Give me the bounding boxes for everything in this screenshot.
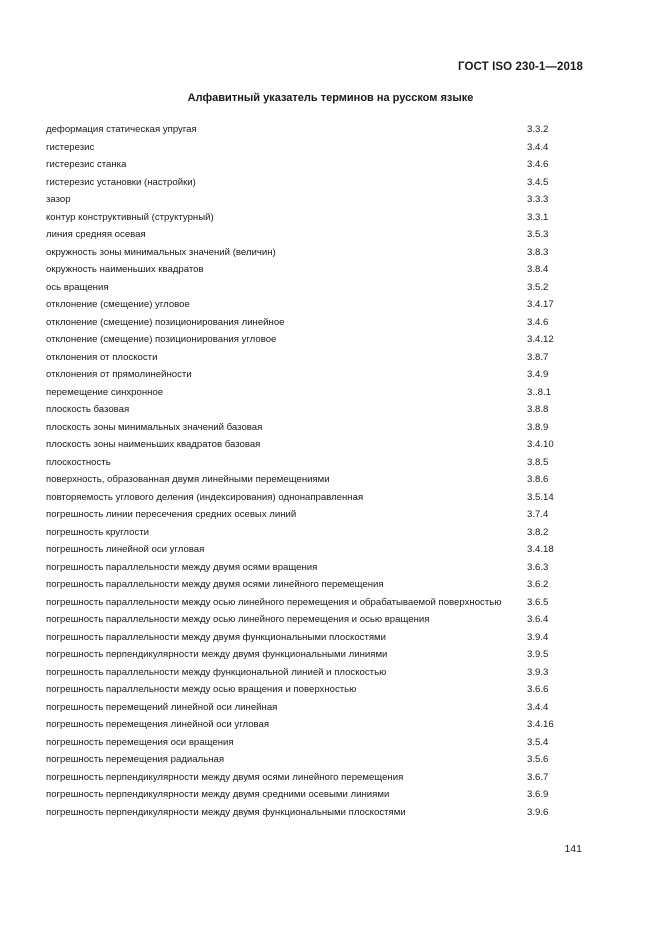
- index-reference-number: 3.8.2: [527, 526, 549, 538]
- index-reference-number: 3.6.5: [527, 596, 549, 608]
- index-reference-number: 3.4.18: [527, 544, 554, 555]
- index-entry: [46, 316, 586, 334]
- index-term: деформация статическая упругая: [46, 124, 197, 135]
- index-term: погрешность параллельности между двумя функциональными плоскостями: [46, 631, 387, 643]
- index-reference-number: 3.3.2: [527, 124, 549, 135]
- index-term: гистерезис установки (настройки): [46, 176, 196, 188]
- index-entry: [46, 508, 586, 526]
- index-entry: [46, 613, 586, 631]
- index-term: отклонения от плоскости: [46, 351, 158, 363]
- index-term: погрешность перемещения линейной оси угловая: [46, 719, 270, 730]
- index-entry: [46, 333, 586, 351]
- index-reference-number: 3.4.6: [527, 159, 549, 170]
- index-entry: [46, 281, 586, 299]
- index-reference-number: 3.4.4: [527, 141, 549, 153]
- index-term: плоскость зоны минимальных значений базовая: [46, 421, 263, 433]
- index-term: погрешность параллельности между функциональной линией и плоскостью: [46, 666, 387, 678]
- index-term: окружность наименьших квадратов: [46, 264, 204, 275]
- page-number: 141: [564, 843, 582, 855]
- index-reference-number: 3.8.9: [527, 421, 549, 433]
- index-entry: [46, 211, 586, 229]
- index-term: перемещение синхронное: [46, 386, 164, 398]
- index-entry: [46, 263, 586, 281]
- index-term: окружность зоны минимальных значений (величин): [46, 246, 276, 258]
- index-entry: [46, 561, 586, 579]
- index-term: погрешность перпендикулярности между двумя функциональными плоскостями: [46, 806, 406, 818]
- index-reference-number: 3.4.12: [527, 334, 554, 345]
- index-reference-number: 3.8.7: [527, 351, 549, 363]
- index-term: плоскость зоны наименьших квадратов базовая: [46, 439, 261, 450]
- index-entry: [46, 228, 586, 246]
- index-reference-number: 3..8.1: [527, 386, 552, 398]
- index-term: погрешность параллельности между осью линейного перемещения и обрабатываемой поверхностью: [46, 596, 502, 608]
- index-term: гистерезис: [46, 141, 95, 153]
- index-reference-number: 3.4.6: [527, 316, 549, 328]
- index-entry: [46, 578, 586, 596]
- index-entry: [46, 718, 586, 736]
- index-reference-number: 3.6.9: [527, 789, 549, 800]
- index-entry: [46, 491, 586, 509]
- index-entry: [46, 403, 586, 421]
- index-term: отклонение (смещение) позиционирования линейное: [46, 316, 285, 328]
- index-term: погрешность перпендикулярности между двумя осями линейного перемещения: [46, 771, 404, 783]
- index-entry: [46, 683, 586, 701]
- index-reference-number: 3.4.10: [527, 439, 554, 450]
- index-reference-number: 3.8.4: [527, 264, 549, 275]
- index-term: зазор: [46, 194, 71, 205]
- index-reference-number: 3.4.9: [527, 369, 549, 380]
- index-term: плоскость базовая: [46, 404, 130, 415]
- index-term: плоскостность: [46, 456, 111, 468]
- index-reference-number: 3.8.8: [527, 404, 549, 415]
- index-entry: [46, 753, 586, 771]
- index-term: погрешность перемещений линейной оси линейная: [46, 701, 278, 713]
- index-term: погрешность перемещения оси вращения: [46, 736, 234, 748]
- index-entry: [46, 438, 586, 456]
- index-term: погрешность параллельности между осью вращения и поверхностью: [46, 684, 357, 695]
- document-header: ГОСТ ISO 230-1—2018: [458, 61, 583, 73]
- index-term: линия средняя осевая: [46, 229, 146, 240]
- index-reference-number: 3.4.4: [527, 701, 549, 713]
- index-reference-number: 3.6.2: [527, 579, 549, 590]
- index-term: контур конструктивный (структурный): [46, 211, 214, 223]
- index-reference-number: 3.5.6: [527, 754, 549, 765]
- index-term: погрешность перемещения радиальная: [46, 754, 225, 765]
- index-term: погрешность параллельности между двумя осями линейного перемещения: [46, 579, 384, 590]
- index-entry: [46, 788, 586, 806]
- index-term: отклонение (смещение) угловое: [46, 299, 190, 310]
- index-term: погрешность параллельности между двумя осями вращения: [46, 561, 318, 573]
- index-entry: [46, 351, 586, 369]
- index-entry: [46, 666, 586, 684]
- index-reference-number: 3.3.3: [527, 194, 549, 205]
- index-entry: [46, 701, 586, 719]
- index-entry: [46, 298, 586, 316]
- index-reference-number: 3.9.5: [527, 649, 549, 660]
- index-entry: [46, 806, 586, 824]
- index-entry: [46, 123, 586, 141]
- index-entry: [46, 421, 586, 439]
- index-reference-number: 3.9.3: [527, 666, 549, 678]
- index-term: отклонение (смещение) позиционирования угловое: [46, 334, 277, 345]
- index-reference-number: 3.9.6: [527, 806, 549, 818]
- index-term: повторяемость углового деления (индексирования) однонаправленная: [46, 491, 364, 503]
- index-entry: [46, 526, 586, 544]
- index-reference-number: 3.6.4: [527, 614, 549, 625]
- index-entry: [46, 368, 586, 386]
- index-reference-number: 3.5.4: [527, 736, 549, 748]
- term-index: [46, 123, 586, 823]
- index-reference-number: 3.6.3: [527, 561, 549, 573]
- index-reference-number: 3.8.5: [527, 456, 549, 468]
- index-term: погрешность перпендикулярности между двумя функциональными линиями: [46, 649, 388, 660]
- index-entry: [46, 456, 586, 474]
- index-reference-number: 3.4.5: [527, 176, 549, 188]
- index-term: ось вращения: [46, 281, 109, 293]
- index-entry: [46, 543, 586, 561]
- index-entry: [46, 631, 586, 649]
- index-reference-number: 3.6.7: [527, 771, 549, 783]
- index-entry: [46, 176, 586, 194]
- index-term: погрешность круглости: [46, 526, 149, 538]
- index-term: погрешность параллельности между осью линейного перемещения и осью вращения: [46, 614, 430, 625]
- index-term: поверхность, образованная двумя линейными перемещениями: [46, 474, 330, 485]
- index-entry: [46, 386, 586, 404]
- index-term: погрешность перпендикулярности между двумя средними осевыми линиями: [46, 789, 390, 800]
- index-entry: [46, 473, 586, 491]
- index-reference-number: 3.6.6: [527, 684, 549, 695]
- index-entry: [46, 246, 586, 264]
- index-entry: [46, 158, 586, 176]
- index-reference-number: 3.8.3: [527, 246, 549, 258]
- index-reference-number: 3.4.17: [527, 299, 554, 310]
- index-reference-number: 3.5.3: [527, 229, 549, 240]
- index-entry: [46, 193, 586, 211]
- index-term: погрешность линейной оси угловая: [46, 544, 205, 555]
- index-reference-number: 3.8.6: [527, 474, 549, 485]
- index-reference-number: 3.5.14: [527, 491, 554, 503]
- index-entry: [46, 648, 586, 666]
- index-entry: [46, 771, 586, 789]
- index-reference-number: 3.4.16: [527, 719, 554, 730]
- index-term: отклонения от прямолинейности: [46, 369, 192, 380]
- index-entry: [46, 596, 586, 614]
- index-reference-number: 3.9.4: [527, 631, 549, 643]
- index-entry: [46, 736, 586, 754]
- index-reference-number: 3.5.2: [527, 281, 549, 293]
- index-reference-number: 3.7.4: [527, 509, 549, 520]
- index-term: погрешность линии пересечения средних осевых линий: [46, 509, 297, 520]
- page-title: Алфавитный указатель терминов на русском языке: [187, 92, 474, 104]
- index-term: гистерезис станка: [46, 159, 127, 170]
- index-reference-number: 3.3.1: [527, 211, 549, 223]
- index-entry: [46, 141, 586, 159]
